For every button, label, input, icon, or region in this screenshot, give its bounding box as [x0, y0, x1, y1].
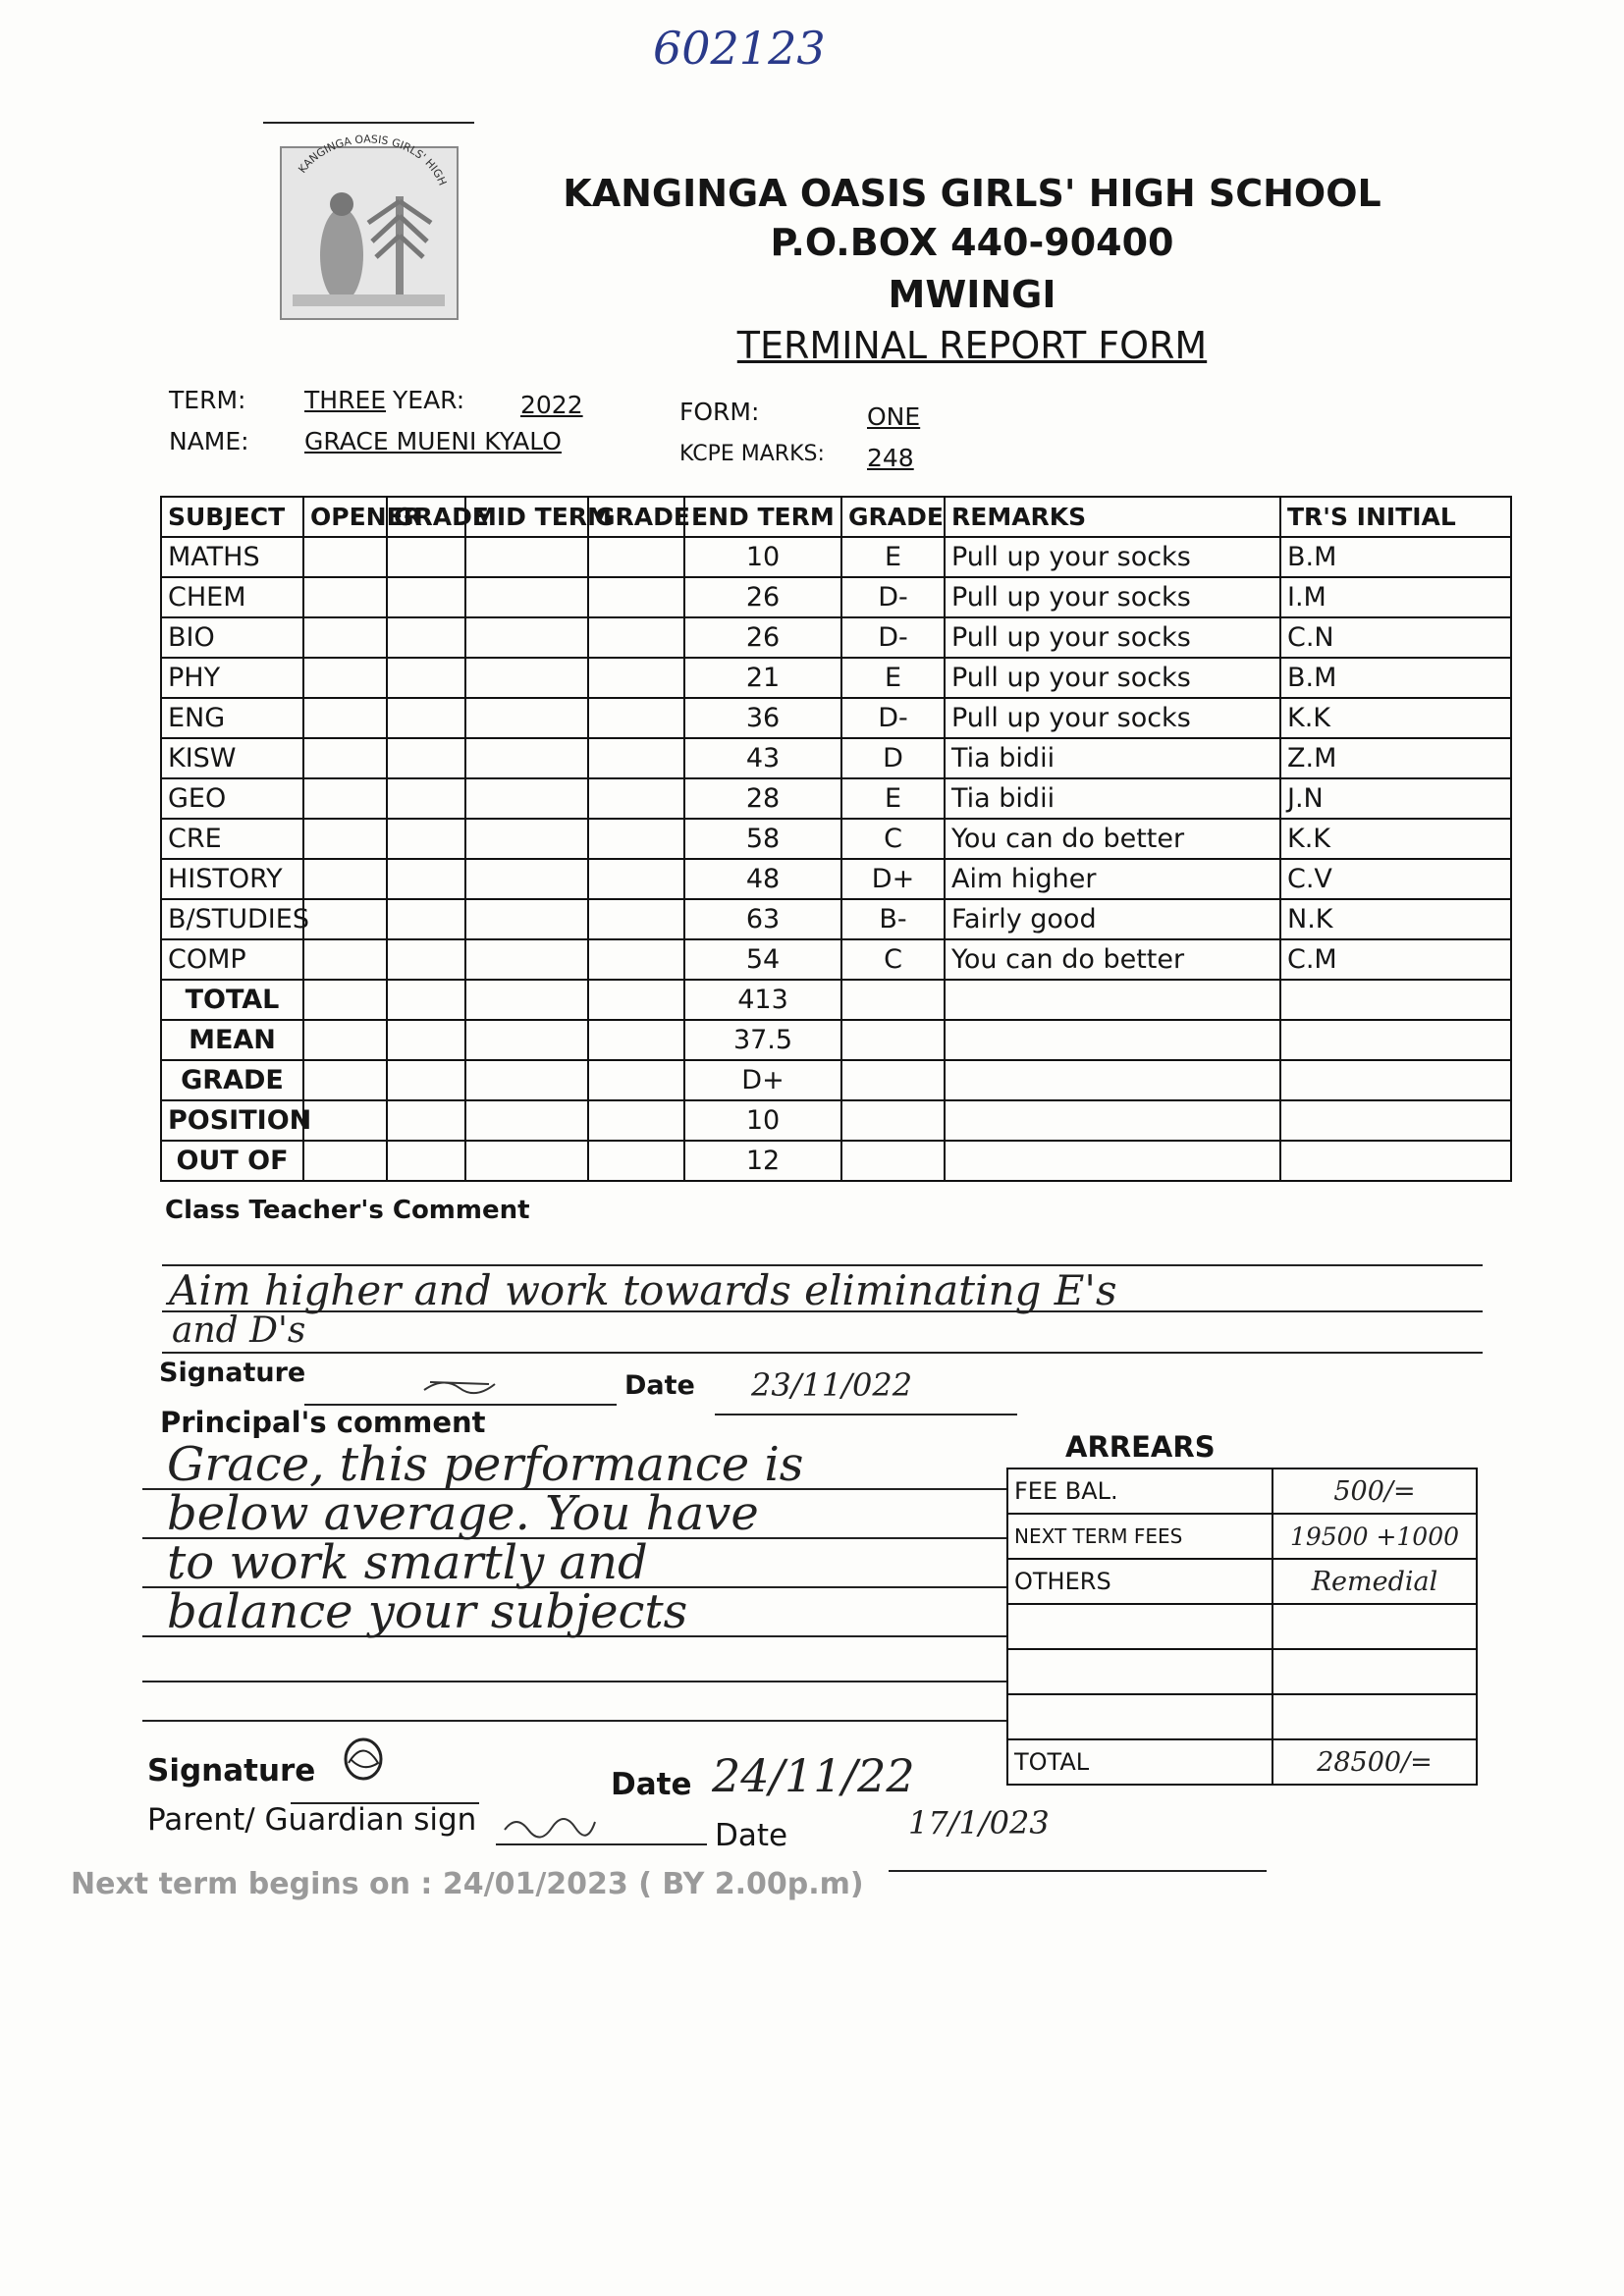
table-row [161, 658, 1511, 698]
parent-date: 17/1/023 [908, 1804, 1050, 1842]
table-row [161, 819, 1511, 859]
grade-cell: C [841, 939, 945, 980]
subject-cell: CHEM [161, 577, 303, 617]
principal-comment-line: Grace, this performance is [167, 1437, 804, 1492]
serial-number: 602123 [653, 22, 826, 75]
end-term-cell: 28 [684, 778, 841, 819]
initial-cell: C.M [1280, 939, 1511, 980]
teacher-signature [420, 1376, 499, 1398]
year-label: YEAR: [393, 386, 465, 414]
fee-bal-value: 500/= [1272, 1468, 1477, 1514]
table-row [161, 859, 1511, 899]
parent-sign-label: Parent/ Guardian sign [147, 1802, 477, 1838]
total-value: 28500/= [1272, 1739, 1477, 1785]
summary-value: 10 [684, 1100, 841, 1141]
table-row [161, 577, 1511, 617]
parent-sign-line [496, 1843, 707, 1845]
remarks-cell: You can do better [945, 939, 1280, 980]
remarks-cell: You can do better [945, 819, 1280, 859]
principal-label: Principal's comment [160, 1406, 486, 1439]
subject-cell: BIO [161, 617, 303, 658]
next-term-fees-value: 19500 +1000 [1272, 1514, 1477, 1559]
subject-cell: HISTORY [161, 859, 303, 899]
initial-cell: K.K [1280, 698, 1511, 738]
form-label: FORM: [679, 398, 760, 426]
header-opener: OPENER [303, 497, 387, 537]
arrears-row [1007, 1694, 1477, 1739]
end-term-cell: 26 [684, 577, 841, 617]
remarks-cell: Tia bidii [945, 778, 1280, 819]
marks-table [160, 496, 1512, 1182]
logo-text: KANGINGA OASIS GIRLS' HIGH [296, 133, 450, 187]
class-teacher-comment-2: and D's [172, 1310, 306, 1351]
grade-cell: E [841, 658, 945, 698]
form-value: ONE [867, 402, 921, 431]
class-teacher-comment-1: Aim higher and work towards eliminating E's [169, 1266, 1117, 1314]
summary-value: 12 [684, 1141, 841, 1181]
school-logo [263, 118, 474, 329]
summary-label: TOTAL [161, 980, 303, 1020]
principal-line [142, 1537, 1006, 1539]
form-title: TERMINAL REPORT FORM [736, 324, 1208, 367]
summary-value: 37.5 [684, 1020, 841, 1060]
remarks-cell: Pull up your socks [945, 658, 1280, 698]
remarks-cell: Pull up your socks [945, 617, 1280, 658]
grade-cell: B- [841, 899, 945, 939]
end-term-cell: 26 [684, 617, 841, 658]
arrears-row [1007, 1559, 1477, 1604]
school-town: MWINGI [888, 273, 1056, 316]
summary-row [161, 1141, 1511, 1181]
teacher-date: 23/11/022 [751, 1366, 913, 1404]
arrears-row [1007, 1514, 1477, 1559]
next-term-fees-label: NEXT TERM FEES [1007, 1514, 1272, 1559]
class-teacher-label: Class Teacher's Comment [165, 1196, 530, 1225]
header-opener-grade: GRADE [387, 497, 465, 537]
summary-label: POSITION [161, 1100, 303, 1141]
fee-bal-label: FEE BAL. [1007, 1468, 1272, 1514]
subject-cell: MATHS [161, 537, 303, 577]
comment-line [162, 1310, 1483, 1312]
end-term-cell: 10 [684, 537, 841, 577]
principal-date-label: Date [611, 1767, 692, 1802]
term-value: THREE [304, 386, 387, 414]
table-row [161, 738, 1511, 778]
remarks-cell: Fairly good [945, 899, 1280, 939]
principal-line [142, 1635, 1006, 1637]
school-pobox: P.O.BOX 440-90400 [770, 221, 1174, 264]
principal-line [142, 1681, 1006, 1682]
end-term-cell: 58 [684, 819, 841, 859]
summary-value: 413 [684, 980, 841, 1020]
total-label: TOTAL [1007, 1739, 1272, 1785]
table-row [161, 698, 1511, 738]
principal-signature [339, 1734, 388, 1785]
grade-cell: D- [841, 617, 945, 658]
summary-row [161, 1100, 1511, 1141]
next-term-note: Next term begins on : 24/01/2023 ( BY 2.00p.m) [71, 1867, 864, 1901]
initial-cell: K.K [1280, 819, 1511, 859]
others-value: Remedial [1272, 1559, 1477, 1604]
school-name: KANGINGA OASIS GIRLS' HIGH SCHOOL [563, 172, 1381, 215]
initial-cell: I.M [1280, 577, 1511, 617]
header-mid-term: MID TERM [465, 497, 588, 537]
header-subject: SUBJECT [161, 497, 303, 537]
summary-row [161, 1060, 1511, 1100]
teacher-date-label: Date [624, 1370, 695, 1401]
subject-cell: PHY [161, 658, 303, 698]
initial-cell: B.M [1280, 537, 1511, 577]
table-header-row [161, 497, 1511, 537]
term-label: TERM: [169, 386, 246, 414]
header-end-grade: GRADE [841, 497, 945, 537]
table-row [161, 939, 1511, 980]
remarks-cell: Pull up your socks [945, 577, 1280, 617]
principal-comment-line: to work smartly and [167, 1535, 648, 1590]
summary-value: D+ [684, 1060, 841, 1100]
header-mid-grade: GRADE [588, 497, 684, 537]
parent-signature [501, 1812, 599, 1838]
summary-label: GRADE [161, 1060, 303, 1100]
subject-cell: ENG [161, 698, 303, 738]
arrears-title: ARREARS [1065, 1430, 1216, 1464]
arrears-row [1007, 1739, 1477, 1785]
remarks-cell: Pull up your socks [945, 698, 1280, 738]
others-label: OTHERS [1007, 1559, 1272, 1604]
principal-line [142, 1488, 1006, 1490]
table-row [161, 778, 1511, 819]
initial-cell: B.M [1280, 658, 1511, 698]
remarks-cell: Aim higher [945, 859, 1280, 899]
arrears-row [1007, 1604, 1477, 1649]
principal-line [142, 1586, 1006, 1588]
subject-cell: B/STUDIES [161, 899, 303, 939]
parent-date-label: Date [715, 1818, 788, 1853]
initial-cell: J.N [1280, 778, 1511, 819]
arrears-row [1007, 1649, 1477, 1694]
grade-cell: D+ [841, 859, 945, 899]
principal-line [142, 1720, 1006, 1722]
header-end-term: END TERM [684, 497, 841, 537]
teacher-date-line [715, 1414, 1017, 1415]
initial-cell: C.N [1280, 617, 1511, 658]
grade-cell: E [841, 537, 945, 577]
student-name: GRACE MUENI KYALO [304, 427, 562, 455]
end-term-cell: 63 [684, 899, 841, 939]
header-remarks: REMARKS [945, 497, 1280, 537]
comment-line [162, 1352, 1483, 1354]
arrears-table [1006, 1468, 1478, 1786]
table-row [161, 617, 1511, 658]
principal-signature-label: Signature [147, 1753, 316, 1789]
grade-cell: C [841, 819, 945, 859]
initial-cell: C.V [1280, 859, 1511, 899]
initial-cell: Z.M [1280, 738, 1511, 778]
kcpe-label: KCPE MARKS: [679, 442, 825, 466]
end-term-cell: 48 [684, 859, 841, 899]
grade-cell: D- [841, 698, 945, 738]
year-value: 2022 [520, 391, 583, 419]
grade-cell: D- [841, 577, 945, 617]
end-term-cell: 43 [684, 738, 841, 778]
teacher-signature-label: Signature [159, 1358, 306, 1388]
end-term-cell: 54 [684, 939, 841, 980]
table-row [161, 899, 1511, 939]
grade-cell: E [841, 778, 945, 819]
kcpe-value: 248 [867, 444, 914, 472]
subject-cell: GEO [161, 778, 303, 819]
end-term-cell: 21 [684, 658, 841, 698]
arrears-row [1007, 1468, 1477, 1514]
grade-cell: D [841, 738, 945, 778]
subject-cell: COMP [161, 939, 303, 980]
subject-cell: CRE [161, 819, 303, 859]
principal-date: 24/11/22 [712, 1749, 915, 1802]
subject-cell: KISW [161, 738, 303, 778]
summary-label: MEAN [161, 1020, 303, 1060]
summary-row [161, 1020, 1511, 1060]
name-label: NAME: [169, 427, 249, 455]
summary-row [161, 980, 1511, 1020]
table-row [161, 537, 1511, 577]
remarks-cell: Pull up your socks [945, 537, 1280, 577]
parent-date-line [889, 1870, 1267, 1872]
principal-comment-line: balance your subjects [167, 1584, 688, 1639]
initial-cell: N.K [1280, 899, 1511, 939]
end-term-cell: 36 [684, 698, 841, 738]
principal-comment-line: below average. You have [167, 1486, 759, 1541]
header-initial: TR'S INITIAL [1280, 497, 1511, 537]
summary-label: OUT OF [161, 1141, 303, 1181]
remarks-cell: Tia bidii [945, 738, 1280, 778]
